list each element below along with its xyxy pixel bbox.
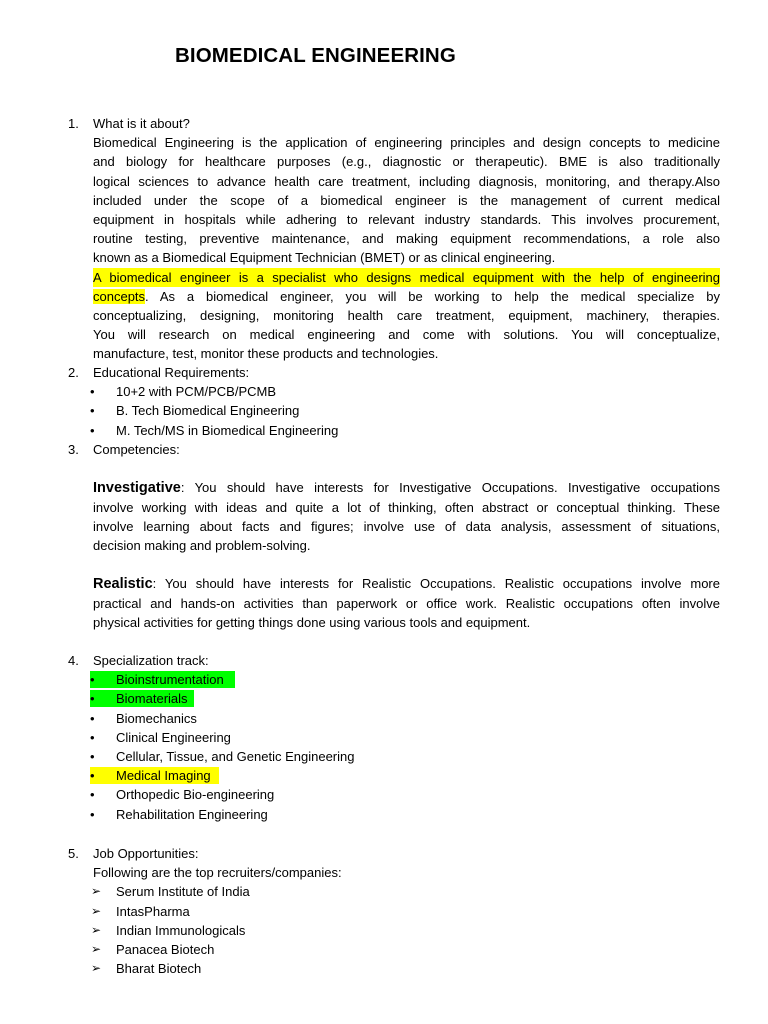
text-line: logical sciences to advance health care treatment, including diagnosis, monitoring, and therapy.Also (93, 173, 720, 189)
text-line: involve learning about facts and figures; involve use of data analysis, assessment of situations, (93, 518, 720, 534)
section-2 (90, 363, 720, 440)
list-item (90, 709, 720, 728)
investigative-paragraph (93, 478, 720, 555)
section-5 (93, 844, 720, 978)
bullet-icon: • (90, 710, 95, 726)
list-item (90, 785, 720, 804)
list-item-label: Biomaterials (116, 691, 188, 707)
list-item (93, 882, 720, 901)
section-1 (93, 114, 720, 363)
bullet-icon: • (90, 403, 95, 419)
list-item-label: Bioinstrumentation (116, 672, 224, 688)
list-item-label: Biomechanics (116, 710, 197, 726)
list-item (93, 940, 720, 959)
list-item-label: Panacea Biotech (116, 941, 215, 957)
realistic-label: Realistic (93, 576, 153, 593)
arrow-bullet-icon: ➢ (91, 922, 102, 937)
section-3 (93, 440, 720, 632)
bullet-icon: • (90, 787, 95, 803)
bullet-icon: • (90, 768, 95, 784)
list-item-label: B. Tech Biomedical Engineering (116, 403, 300, 419)
text-line: Biomedical Engineering is the application of engineering principles and design concepts to medicine (93, 135, 720, 151)
text-line: included under the scope of a biomedical engineer is the management of current medical (93, 192, 720, 208)
list-item-label: IntasPharma (116, 903, 190, 919)
section-4-number: 4. (68, 653, 79, 668)
bullet-icon: • (90, 384, 95, 400)
list-item-label: Cellular, Tissue, and Genetic Engineering (116, 748, 355, 764)
text-line: routine testing, preventive maintenance, and making equipment recommendations, a role also (93, 231, 720, 247)
text-line: manufacture, test, monitor these products and technologies. (93, 346, 439, 362)
section-2-heading: Educational Requirements: (93, 365, 250, 380)
section-1-paragraph-1 (93, 133, 720, 267)
arrow-bullet-icon: ➢ (91, 903, 102, 918)
list-item-label: Bharat Biotech (116, 961, 202, 977)
spacer (93, 459, 720, 478)
text-line: You will research on medical engineering and come with solutions. You will conceptualize, (93, 327, 720, 343)
list-item-label: M. Tech/MS in Biomedical Engineering (116, 422, 339, 438)
spacer (93, 555, 720, 574)
bullet-icon: • (90, 729, 95, 745)
text-span: : You should have interests for Investigative Occupations. Investigative occupations (180, 480, 720, 496)
list-item (90, 766, 720, 785)
arrow-bullet-icon: ➢ (91, 961, 102, 976)
section-1-paragraph-2 (93, 268, 720, 364)
list-item (90, 728, 720, 747)
list-item-label: Rehabilitation Engineering (116, 806, 268, 822)
list-item (90, 689, 720, 708)
text-line: physical activities for getting things done using various tools and equipment. (93, 614, 531, 630)
bullet-icon: • (90, 748, 95, 764)
text-line: conceptualizing, designing, monitoring health care treatment, equipment, machinery, therapies. (93, 307, 720, 323)
text-line: decision making and problem-solving. (93, 537, 311, 553)
investigative-label: Investigative (93, 480, 181, 497)
arrow-bullet-icon: ➢ (91, 884, 102, 899)
arrow-bullet-icon: ➢ (91, 941, 102, 956)
list-item (90, 670, 720, 689)
section-5-intro: Following are the top recruiters/companies: (93, 865, 342, 881)
list-item (90, 401, 720, 420)
list-item (90, 382, 720, 401)
highlighted-text: concepts (93, 288, 146, 304)
text-line: equipment in hospitals while adhering to relevant industry standards. This involves procurement, (93, 211, 720, 227)
text-line: involve working with ideas and quite a lot of thinking, often abstract or conceptual thinking. These (93, 499, 720, 515)
section-5-number: 5. (68, 846, 79, 861)
list-item-label: Clinical Engineering (116, 729, 231, 745)
realistic-paragraph (93, 574, 720, 632)
section-1-heading: What is it about? (93, 116, 190, 131)
page-title: BIOMEDICAL ENGINEERING (175, 44, 456, 67)
list-item (93, 959, 720, 978)
bullet-icon: • (90, 672, 95, 688)
text-line: and biology for healthcare purposes (e.g., diagnostic or therapeutic). BME is also traditionally (93, 154, 720, 170)
section-4-heading: Specialization track: (93, 653, 209, 668)
section-1-number: 1. (68, 116, 79, 131)
section-2-number: 2. (68, 365, 79, 380)
list-item (90, 805, 720, 824)
list-item-label: Orthopedic Bio-engineering (116, 787, 275, 803)
list-item (90, 421, 720, 440)
highlighted-text-line: A biomedical engineer is a specialist who designs medical equipment with the help of engineering (93, 268, 720, 287)
section-5-heading: Job Opportunities: (93, 846, 199, 861)
list-item (93, 921, 720, 940)
list-item-label: Serum Institute of India (116, 884, 250, 900)
bullet-icon: • (90, 806, 95, 822)
bullet-icon: • (90, 691, 95, 707)
bullet-icon: • (90, 422, 95, 438)
section-3-heading: Competencies: (93, 442, 180, 457)
text-line (93, 478, 720, 497)
list-item-label: Medical Imaging (116, 768, 211, 784)
text-span: . As a biomedical engineer, you will be working to help the medical specialize by (145, 288, 720, 304)
section-4 (90, 651, 720, 824)
section-3-number: 3. (68, 442, 79, 457)
text-line (93, 287, 720, 306)
list-item (93, 902, 720, 921)
list-item-label: Indian Immunologicals (116, 922, 246, 938)
text-span: : You should have interests for Realistic Occupations. Realistic occupations involve more (152, 576, 720, 592)
list-item-label: 10+2 with PCM/PCB/PCMB (116, 384, 277, 400)
list-item (90, 747, 720, 766)
text-line: practical and hands-on activities than paperwork or office work. Realistic occupations often involve (93, 595, 720, 611)
text-line: known as a Biomedical Equipment Technician (BMET) or as clinical engineering. (93, 250, 556, 266)
text-line (93, 574, 720, 593)
